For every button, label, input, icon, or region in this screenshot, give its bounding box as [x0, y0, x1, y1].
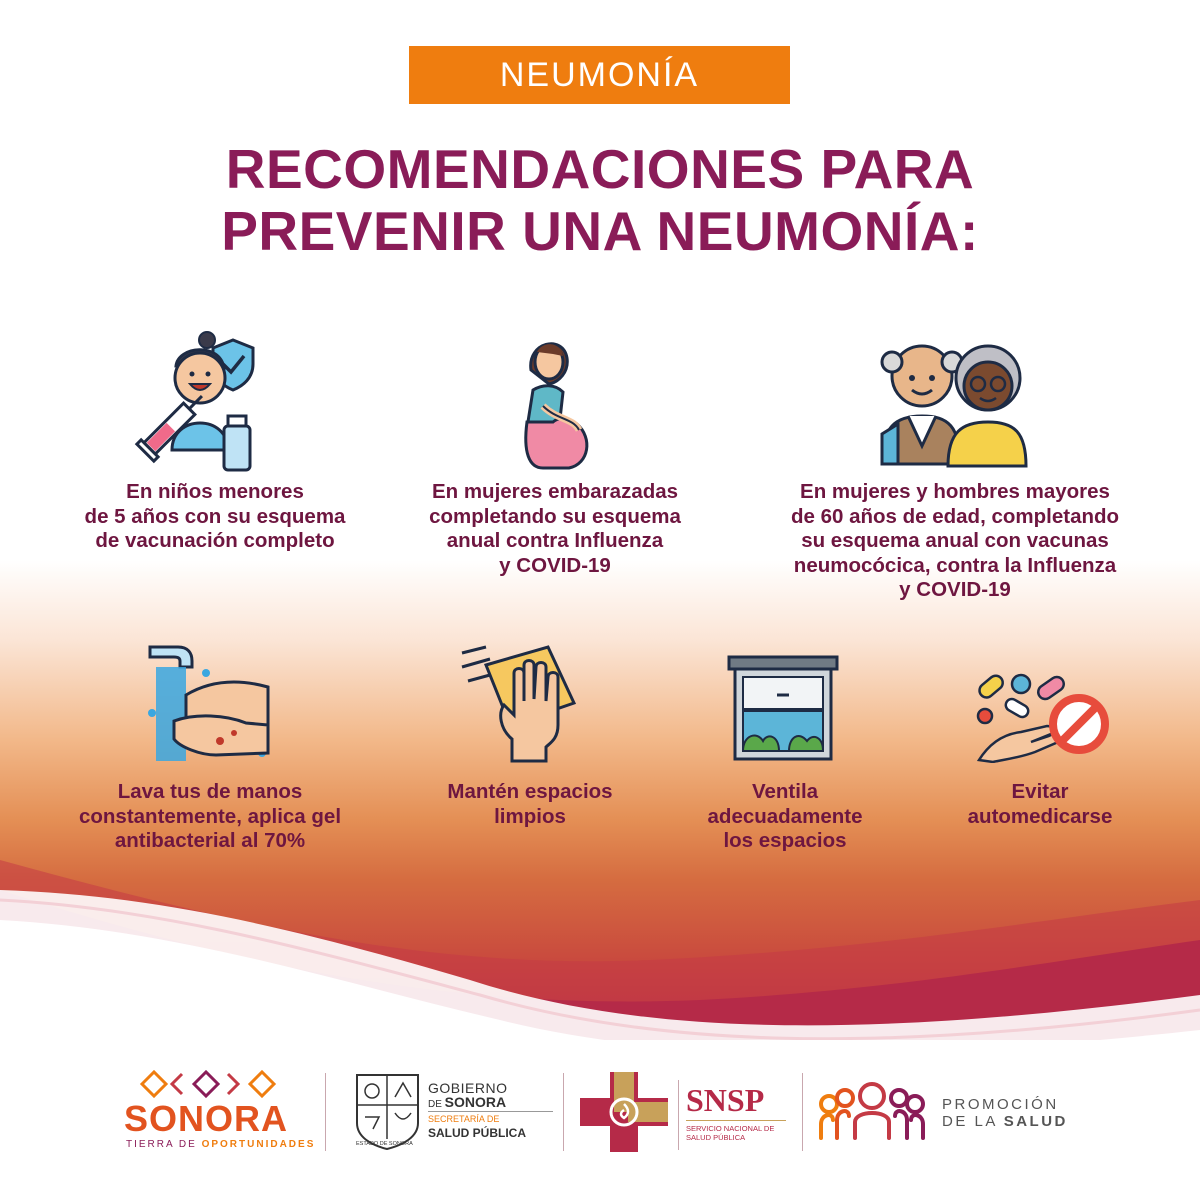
pregnant-woman-icon [513, 332, 593, 472]
page-title [100, 138, 1100, 262]
state-seal-icon [355, 1073, 420, 1151]
caption-pregnant-women: En mujeres embarazadas completando su esquema anual contra Influenza y COVID-19 [429, 480, 681, 577]
snsp-underline [686, 1120, 786, 1121]
snsp-cross-icon [580, 1072, 668, 1152]
footer-divider [325, 1073, 326, 1151]
gobierno-line-1: GOBIERNO [428, 1080, 508, 1096]
caption-hand-washing: Lava tus de manos constantemente, aplica gel antibacterial al 70% [78, 780, 342, 852]
caption-self-medication: Evitar automedicarse [967, 780, 1113, 828]
caption-clean-spaces: Mantén espacios limpios [447, 780, 613, 828]
caption-children: En niños menores de 5 años con su esquema de vacunación completo [84, 480, 346, 552]
cleaning-hand-icon [460, 643, 590, 765]
snsp-line-2: SALUD PÚBLICA [686, 1133, 746, 1142]
topic-tag: NEUMONÍA [409, 46, 790, 104]
snsp-acronym: SNSP [686, 1082, 765, 1118]
caption-older-adults: En mujeres y hombres mayores de 60 años de edad, completando su esquema anual con vacunas neumocócica, contra la Influenza y COVID-19 [790, 480, 1120, 601]
sonora-logo-name: SONORA [124, 1098, 289, 1139]
people-group-icon [815, 1080, 930, 1142]
hand-washing-icon [146, 643, 271, 763]
footer-divider [563, 1073, 564, 1151]
snsp-line-1: SERVICIO NACIONAL DE [686, 1124, 775, 1133]
snsp-divider [678, 1080, 679, 1150]
promocion-line-2: DE LA SALUD [942, 1113, 1068, 1130]
promocion-line-1: PROMOCIÓN [942, 1096, 1059, 1113]
window-ventilation-icon [727, 655, 839, 763]
title-line-1: RECOMENDACIONES PARA [225, 138, 975, 200]
gobierno-divider [428, 1111, 553, 1112]
footer-divider [802, 1073, 803, 1151]
sonora-pattern-icon [138, 1068, 288, 1100]
title-line-2: PREVENIR UNA NEUMONÍA: [221, 200, 979, 262]
gobierno-line-2: DE SONORA [428, 1094, 507, 1110]
no-pills-icon [975, 668, 1110, 763]
caption-ventilation: Ventila adecuadamente los espacios [707, 780, 863, 852]
child-vaccine-icon [128, 330, 258, 475]
gobierno-line-4: SALUD PÚBLICA [428, 1126, 526, 1140]
seal-caption: ESTADO DE SONORA [356, 1141, 413, 1147]
sonora-tagline: TIERRA DE OPORTUNIDADES [126, 1139, 316, 1150]
elderly-couple-icon [878, 334, 1028, 469]
gobierno-line-3: SECRETARÍA DE [428, 1114, 500, 1124]
